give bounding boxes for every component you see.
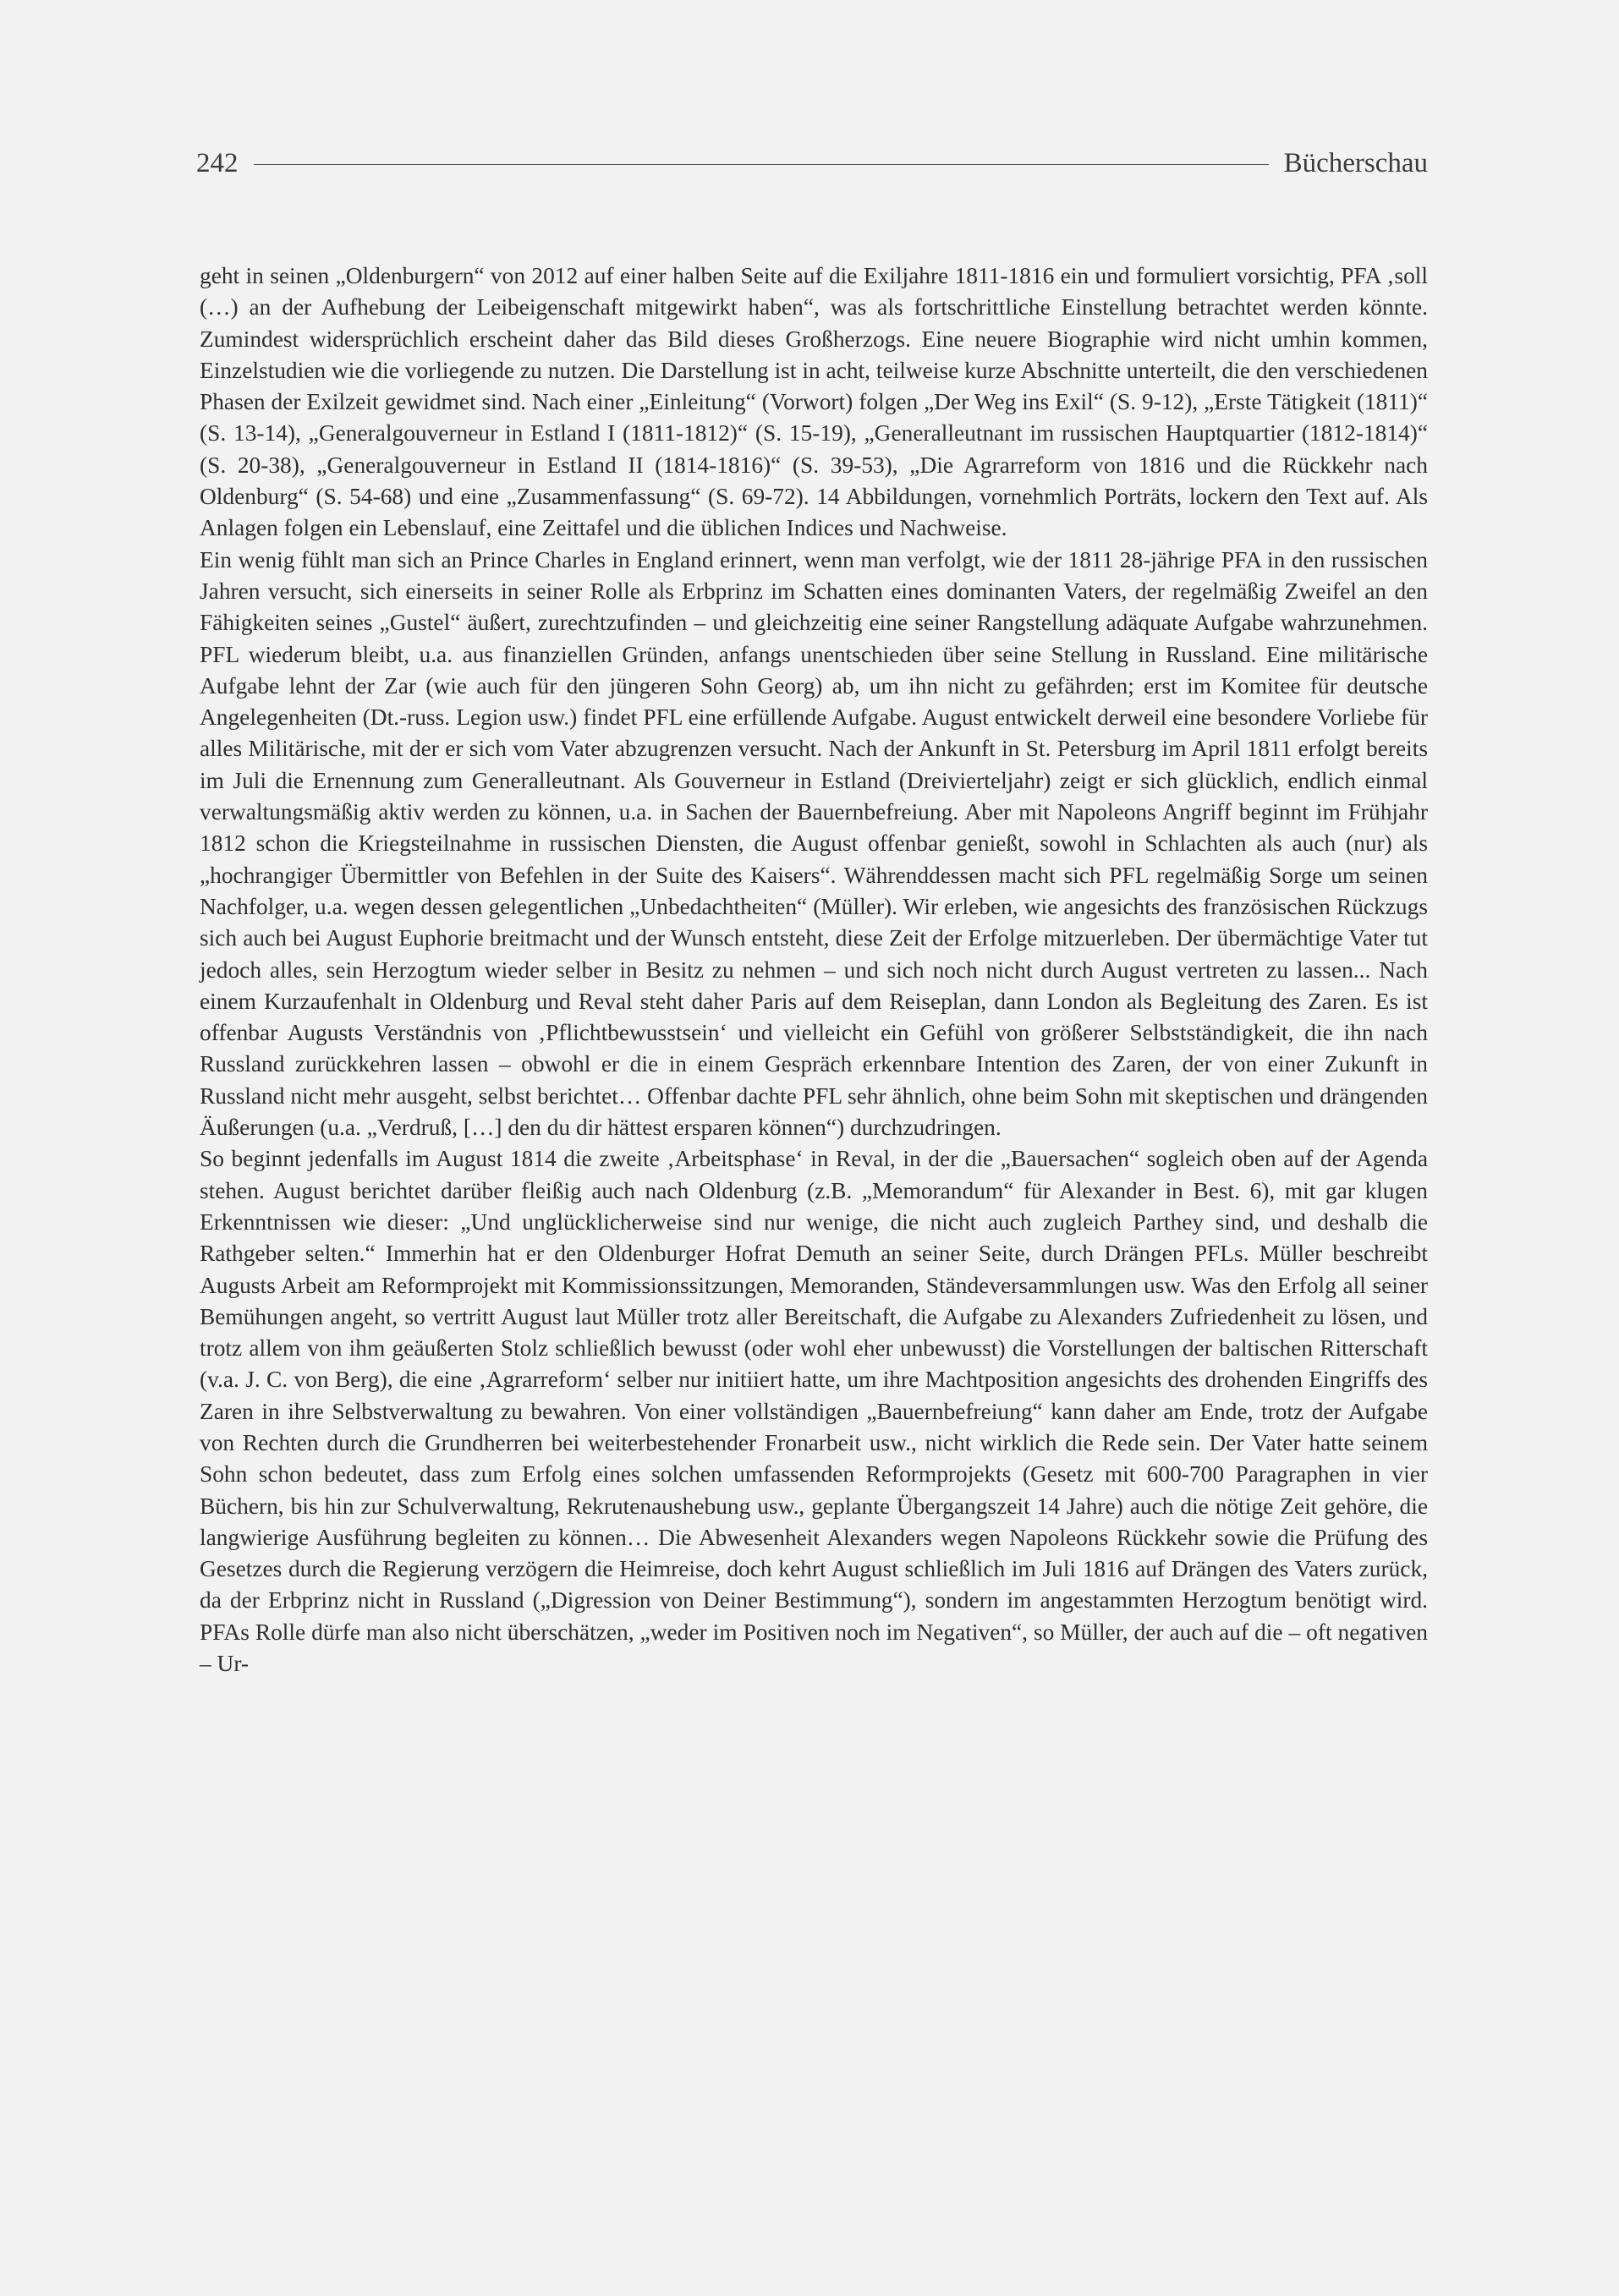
section-title: Bücherschau xyxy=(1283,147,1428,178)
body-text xyxy=(200,260,1428,1680)
paragraph: geht in seinen „Oldenburgern“ von 2012 auf einer halben Seite auf die Exiljahre 1811-1816 ein und formuliert vorsichtig, PFA ‚soll (…) an der Aufhebung der Leibeigenschaft mitgewirkt haben“, was als fortschrittliche Einstellung betrachtet werden könnte. Zumindest widersprüchlich erscheint daher das Bild dieses Großherzogs. Eine neuere Biographie wird nicht umhin kommen, Einzelstudien wie die vorliegende zu nutzen. Die Darstellung ist in acht, teilweise kurze Abschnitte unterteilt, die den verschiedenen Phasen der Exilzeit gewidmet sind. Nach einer „Einleitung“ (Vorwort) folgen „Der Weg ins Exil“ (S. 9-12), „Erste Tätigkeit (1811)“ (S. 13-14), „Generalgouverneur in Estland I (1811-1812)“ (S. 15-19), „Generalleutnant im russischen Hauptquartier (1812-1814)“ (S. 20-38), „Generalgouverneur in Estland II (1814-1816)“ (S. 39-53), „Die Agrarreform von 1816 und die Rückkehr nach Oldenburg“ (S. 54-68) und eine „Zusammenfassung“ (S. 69-72). 14 Abbildungen, vornehmlich Porträts, lockern den Text auf. Als Anlagen folgen ein Lebenslauf, eine Zeittafel und die üblichen Indices und Nachweise. xyxy=(200,263,1428,541)
paragraph: Ein wenig fühlt man sich an Prince Charles in England erinnert, wenn man verfolgt, wie der 1811 28-jährige PFA in den russischen Jahren versucht, sich einerseits in seiner Rolle als Erbprinz im Schatten eines dominanten Vaters, der regelmäßig Zweifel an den Fähigkeiten seines „Gustel“ äußert, zurechtzufinden – und gleichzeitig eine seiner Rangstellung adäquate Aufgabe wahrzunehmen. PFL wiederum bleibt, u.a. aus finanziellen Gründen, anfangs unentschieden über seine Stellung in Russland. Eine militärische Aufgabe lehnt der Zar (wie auch für den jüngeren Sohn Georg) ab, um ihn nicht zu gefährden; erst im Komitee für deutsche Angelegenheiten (Dt.-russ. Legion usw.) findet PFL eine erfüllende Aufgabe. August entwickelt derweil eine besondere Vorliebe für alles Militärische, mit der er sich vom Vater abzugrenzen versucht. Nach der Ankunft in St. Petersburg im April 1811 erfolgt bereits im Juli die Ernennung zum Generalleutnant. Als Gouverneur in Estland (Dreivierteljahr) zeigt er sich glücklich, endlich einmal verwaltungsmäßig aktiv werden zu können, u.a. in Sachen der Bauernbefreiung. Aber mit Napoleons Angriff beginnt im Frühjahr 1812 schon die Kriegsteilnahme in russischen Diensten, die August offenbar genießt, sowohl in Schlachten als auch (nur) als „hochrangiger Übermittler von Befehlen in der Suite des Kaisers“. Währenddessen macht sich PFL regelmäßig Sorge um seinen Nachfolger, u.a. wegen dessen gelegentlichen „Unbedachtheiten“ (Müller). Wir erleben, wie angesichts des französischen Rückzugs sich auch bei August Euphorie breitmacht und der Wunsch entsteht, diese Zeit der Erfolge mitzuerleben. Der übermächtige Vater tut jedoch alles, sein Herzogtum wieder selber in Besitz zu nehmen – und sich noch nicht durch August vertreten zu lassen... Nach einem Kurzaufenhalt in Oldenburg und Reval steht daher Paris auf dem Reiseplan, dann London als Begleitung des Zaren. Es ist offenbar Augusts Verständnis von ‚Pflichtbewusstsein‘ und vielleicht ein Gefühl von größerer Selbstständigkeit, die ihn nach Russland zurückkehren lassen – obwohl er die in einem Gespräch erkennbare Intention des Zaren, der von einer Zukunft in Russland nicht mehr ausgeht, selbst berichtet… Offenbar dachte PFL sehr ähnlich, ohne beim Sohn mit skeptischen und drängenden Äußerungen (u.a. „Verdruß, […] den du dir hättest ersparen können“) durchzudringen. xyxy=(200,546,1428,1141)
running-header xyxy=(196,142,1428,184)
header-rule xyxy=(254,164,1269,165)
paragraph: So beginnt jedenfalls im August 1814 die zweite ‚Arbeitsphase‘ in Reval, in der die „Bauersachen“ sogleich oben auf der Agenda stehen. August berichtet darüber fleißig auch nach Oldenburg (z.B. „Memorandum“ für Alexander in Best. 6), mit gar klugen Erkenntnissen wie dieser: „Und unglücklicherweise sind nur wenige, die nicht auch zugleich Parthey sind, und deshalb die Rathgeber selten.“ Immerhin hat er den Oldenburger Hofrat Demuth an seiner Seite, durch Drängen PFLs. Müller beschreibt Augusts Arbeit am Reformprojekt mit Kommissionssitzungen, Memoranden, Ständeversammlungen usw. Was den Erfolg all seiner Bemühungen angeht, so vertritt August laut Müller trotz aller Bereitschaft, die Aufgabe zu Alexanders Zufriedenheit zu lösen, und trotz allem von ihm geäußerten Stolz schließlich bewusst (oder wohl eher unbewusst) die Vorstellungen der baltischen Ritterschaft (v.a. J. C. von Berg), die eine ‚Agrarreform‘ selber nur initiiert hatte, um ihre Machtposition angesichts des drohenden Eingriffs des Zaren in ihre Selbstverwaltung zu bewahren. Von einer vollständigen „Bauernbefreiung“ kann daher am Ende, trotz der Aufgabe von Rechten durch die Grundherren bei weiterbestehender Fronarbeit usw., nicht wirklich die Rede sein. Der Vater hatte seinem Sohn schon bedeutet, dass zum Erfolg eines solchen umfassenden Reformprojekts (Gesetz mit 600-700 Paragraphen in vier Büchern, bis hin zur Schulverwaltung, Rekrutenaushebung usw., geplante Übergangszeit 14 Jahre) auch die nötige Zeit gehöre, die langwierige Ausführung begleiten zu können… Die Abwesenheit Alexanders wegen Napoleons Rückkehr sowie die Prüfung des Gesetzes durch die Regierung verzögern die Heimreise, doch kehrt August schließlich im Juli 1816 auf Drängen des Vaters zurück, da der Erbprinz nicht in Russland („Digression von Deiner Bestimmung“), sondern im angestammten Herzogtum benötigt wird. PFAs Rolle dürfe man also nicht überschätzen, „weder im Positiven noch im Negativen“, so Müller, der auch auf die – oft negativen – Ur- xyxy=(200,1146,1428,1677)
page-number: 242 xyxy=(196,147,239,178)
